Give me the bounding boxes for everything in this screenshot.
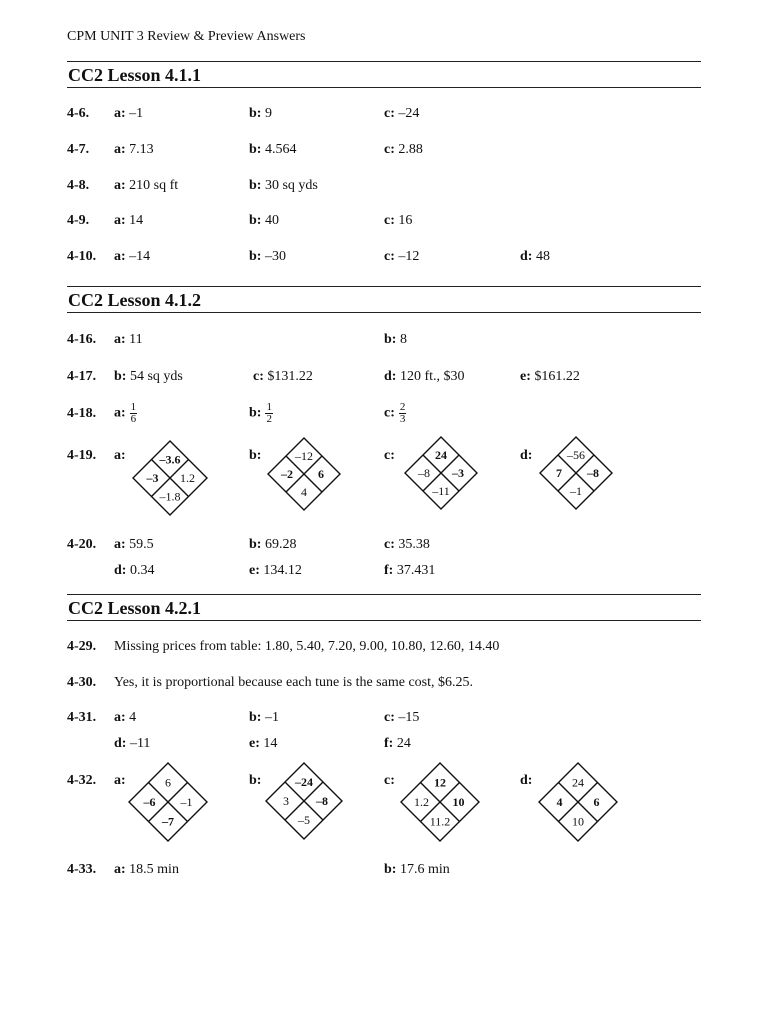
part-label: c: xyxy=(384,405,395,421)
part-label: c: xyxy=(253,369,264,384)
problem-number: 4-30. xyxy=(67,675,97,690)
answer-b xyxy=(249,249,286,265)
answer-c xyxy=(253,369,313,385)
answer-value: 8 xyxy=(399,332,407,347)
part-label: b: xyxy=(249,106,262,121)
diamond-right-value: 6 xyxy=(593,795,600,809)
part-label: e: xyxy=(249,736,260,751)
part-label: b: xyxy=(114,369,127,384)
part-label: a: xyxy=(114,448,126,463)
diamond-top-value: 6 xyxy=(165,775,171,790)
answer-f xyxy=(384,563,435,579)
answer-value: –12 xyxy=(398,249,420,264)
answer-a xyxy=(114,862,179,878)
answer-value: 54 sq yds xyxy=(129,369,183,384)
answer-value: 14 xyxy=(129,213,144,228)
part-label: f: xyxy=(384,563,394,578)
problem-number: 4-33. xyxy=(67,862,97,877)
problem-number: 4-16. xyxy=(67,332,97,347)
diamond-bottom-value: –5 xyxy=(298,813,310,827)
answer-value: –30 xyxy=(264,249,286,264)
answer-text: Missing prices from table: 1.80, 5.40, 7.20, 9.00, 10.80, 12.60, 14.40 xyxy=(114,639,500,654)
answer-a xyxy=(114,106,143,122)
part-label: a: xyxy=(114,142,126,157)
answer-a-label xyxy=(114,773,126,789)
diamond-bottom-value: –7 xyxy=(162,814,174,829)
answer-value: 17.6 min xyxy=(399,862,450,877)
answer-f xyxy=(384,736,411,752)
section-rule xyxy=(67,286,701,287)
diamond-bottom-value: –11 xyxy=(432,484,450,498)
answer-value: 134.12 xyxy=(263,563,302,578)
part-label: d: xyxy=(114,563,127,578)
answer-value: 4.564 xyxy=(264,142,297,157)
diamond-left-value: –2 xyxy=(281,467,293,481)
part-label: b: xyxy=(249,213,262,228)
diamond-top-value: –12 xyxy=(295,449,313,463)
diamond-bottom-value: –1 xyxy=(570,484,582,498)
diamond-right-value: 10 xyxy=(452,795,465,809)
answer-b xyxy=(249,142,296,158)
diamond-problem xyxy=(538,762,618,842)
part-label: c: xyxy=(384,537,395,552)
answer-a xyxy=(114,213,143,229)
answer-value: 40 xyxy=(264,213,279,228)
section-rule xyxy=(67,620,701,621)
answer-c xyxy=(384,213,412,229)
part-label: b: xyxy=(384,332,397,347)
problem-number: 4-20. xyxy=(67,537,97,552)
part-label: c: xyxy=(384,710,395,725)
diamond-left-value: 4 xyxy=(556,795,563,809)
answer-d xyxy=(114,736,150,752)
diamond-right-value: –8 xyxy=(316,794,328,808)
part-label: a: xyxy=(114,213,126,228)
answer-value: 0.34 xyxy=(129,563,155,578)
answer-b xyxy=(249,402,273,425)
answer-a xyxy=(114,332,143,348)
answer-b xyxy=(249,537,296,553)
part-label: b: xyxy=(249,448,262,463)
answer-value: 48 xyxy=(535,249,550,264)
diamond-bottom-value: –1.8 xyxy=(159,489,181,504)
diamond-problem xyxy=(132,440,208,516)
diamond-problem xyxy=(128,762,208,842)
diamond-top-value: 12 xyxy=(434,775,446,790)
problem-number: 4-18. xyxy=(67,406,97,421)
lesson-title-4-2-1: CC2 Lesson 4.2.1 xyxy=(68,598,202,618)
answer-d xyxy=(520,249,550,265)
diamond-problem xyxy=(539,436,613,510)
problem-number: 4-6. xyxy=(67,106,90,121)
diamond-right-value: 1.2 xyxy=(180,471,195,485)
part-label: d: xyxy=(520,249,533,264)
diamond-bottom-value: 4 xyxy=(301,485,307,499)
answer-value: –14 xyxy=(129,249,151,264)
part-label: a: xyxy=(114,862,126,877)
part-label: a: xyxy=(114,106,126,121)
section-rule xyxy=(67,594,701,595)
answer-c xyxy=(384,402,406,425)
answer-a xyxy=(114,402,137,425)
answer-b xyxy=(249,106,272,122)
problem-number: 4-7. xyxy=(67,142,90,157)
section-rule xyxy=(67,87,701,88)
answer-b xyxy=(384,332,407,348)
answer-value: 9 xyxy=(264,106,272,121)
diamond-top-value: –3.6 xyxy=(159,452,181,467)
part-label: c: xyxy=(384,773,395,788)
part-label: c: xyxy=(384,249,395,264)
part-label: d: xyxy=(384,369,397,384)
answer-value: 2 xyxy=(399,401,406,413)
fraction xyxy=(130,402,138,425)
answer-e xyxy=(520,369,580,385)
answer-value: 11 xyxy=(129,332,143,347)
diamond-bottom-value: 11.2 xyxy=(429,814,451,829)
answer-d xyxy=(114,563,154,579)
answer-value: –1 xyxy=(264,710,279,725)
answer-value: 3 xyxy=(399,413,406,425)
diamond-problem xyxy=(265,762,343,840)
answer-value: 37.431 xyxy=(396,563,436,578)
answer-value: $131.22 xyxy=(267,369,313,384)
answer-value: 16 xyxy=(398,213,413,228)
answer-c xyxy=(384,142,423,158)
answer-a xyxy=(114,249,150,265)
answer-value: 7.13 xyxy=(129,142,154,157)
answer-a xyxy=(114,142,154,158)
answer-a-label xyxy=(114,448,126,464)
answer-value: –1 xyxy=(129,106,144,121)
answer-value: 35.38 xyxy=(398,537,430,552)
diamond-left-value: –8 xyxy=(418,466,430,480)
answer-value: 2 xyxy=(266,413,272,425)
answer-value: –24 xyxy=(398,106,420,121)
problem-number: 4-29. xyxy=(67,639,97,654)
answer-e xyxy=(249,736,277,752)
answer-b-label xyxy=(249,448,261,464)
part-label: a: xyxy=(114,249,126,264)
answer-value: 4 xyxy=(129,710,137,725)
answer-d-label xyxy=(520,773,532,789)
fraction xyxy=(265,402,273,425)
answer-d-label xyxy=(520,448,532,464)
part-label: d: xyxy=(520,448,533,463)
answer-c xyxy=(384,710,419,726)
part-label: b: xyxy=(249,142,262,157)
answer-b xyxy=(249,710,279,726)
answer-b xyxy=(249,213,279,229)
answer-value: 120 ft., $30 xyxy=(399,369,465,384)
problem-number: 4-17. xyxy=(67,369,97,384)
part-label: e: xyxy=(249,563,260,578)
diamond-problem xyxy=(404,436,478,510)
part-label: c: xyxy=(384,213,395,228)
answer-value: 59.5 xyxy=(129,537,154,552)
answer-value: 2.88 xyxy=(398,142,423,157)
diamond-right-value: –8 xyxy=(587,466,599,480)
part-label: b: xyxy=(249,249,262,264)
part-label: d: xyxy=(114,736,127,751)
part-label: a: xyxy=(114,537,126,552)
answer-c-label xyxy=(384,773,395,789)
diamond-top-value: –24 xyxy=(295,775,313,789)
part-label: a: xyxy=(114,773,126,788)
answer-value: 24 xyxy=(396,736,411,751)
answer-value: –11 xyxy=(129,736,151,751)
answer-value: 210 sq ft xyxy=(129,178,179,193)
part-label: a: xyxy=(114,332,126,347)
diamond-top-value: 24 xyxy=(435,448,447,462)
answer-value: 30 sq yds xyxy=(264,178,318,193)
diamond-right-value: –3 xyxy=(452,466,464,480)
problem-number: 4-8. xyxy=(67,178,90,193)
lesson-title-4-1-2: CC2 Lesson 4.1.2 xyxy=(68,290,202,310)
answer-b xyxy=(249,178,318,194)
answer-c-label xyxy=(384,448,395,464)
part-label: b: xyxy=(249,537,262,552)
problem-number: 4-10. xyxy=(67,249,97,264)
answer-value: 1 xyxy=(130,401,137,413)
diamond-top-value: –56 xyxy=(567,448,585,462)
section-rule xyxy=(67,312,701,313)
answer-value: $161.22 xyxy=(534,369,580,384)
diamond-left-value: –3 xyxy=(146,471,159,485)
diamond-right-value: 6 xyxy=(318,467,324,481)
answer-value: 1 xyxy=(266,401,272,413)
answer-value: 18.5 min xyxy=(129,862,179,877)
answer-c xyxy=(384,249,419,265)
part-label: e: xyxy=(520,369,531,384)
part-label: b: xyxy=(249,178,262,193)
problem-number: 4-9. xyxy=(67,213,90,228)
problem-number: 4-19. xyxy=(67,448,97,463)
part-label: f: xyxy=(384,736,394,751)
document-title: CPM UNIT 3 Review & Preview Answers xyxy=(67,29,306,44)
part-label: a: xyxy=(114,405,126,421)
answer-e xyxy=(249,563,302,579)
answer-b-label xyxy=(249,773,261,789)
part-label: b: xyxy=(249,773,262,788)
answer-a xyxy=(114,710,136,726)
fraction xyxy=(399,402,407,425)
answer-c xyxy=(384,106,419,122)
part-label: d: xyxy=(520,773,533,788)
diamond-problem xyxy=(400,762,480,842)
section-rule xyxy=(67,61,701,62)
diamond-left-value: 7 xyxy=(556,466,562,480)
answer-b xyxy=(384,862,450,878)
part-label: c: xyxy=(384,142,395,157)
answer-text: Yes, it is proportional because each tune is the same cost, $6.25. xyxy=(114,675,474,690)
part-label: c: xyxy=(384,448,395,463)
answer-c xyxy=(384,537,430,553)
diamond-right-value: –1 xyxy=(180,795,193,809)
answer-a xyxy=(114,178,178,194)
answer-a xyxy=(114,537,154,553)
part-label: b: xyxy=(384,862,397,877)
part-label: a: xyxy=(114,710,126,725)
diamond-problem xyxy=(267,437,341,511)
lesson-title-4-1-1: CC2 Lesson 4.1.1 xyxy=(68,65,202,85)
diamond-left-value: –6 xyxy=(143,795,156,809)
answer-b xyxy=(114,369,183,385)
problem-number: 4-32. xyxy=(67,773,97,788)
part-label: c: xyxy=(384,106,395,121)
answer-d xyxy=(384,369,465,385)
answer-value: 69.28 xyxy=(264,537,297,552)
diamond-top-value: 24 xyxy=(572,775,584,790)
answer-value: –15 xyxy=(398,710,420,725)
problem-number: 4-31. xyxy=(67,710,97,725)
diamond-bottom-value: 10 xyxy=(572,814,584,829)
answer-value: 6 xyxy=(130,413,137,425)
diamond-left-value: 3 xyxy=(283,794,289,808)
answer-value: 14 xyxy=(263,736,278,751)
part-label: a: xyxy=(114,178,126,193)
diamond-left-value: 1.2 xyxy=(414,795,429,809)
part-label: b: xyxy=(249,710,262,725)
part-label: b: xyxy=(249,405,262,421)
